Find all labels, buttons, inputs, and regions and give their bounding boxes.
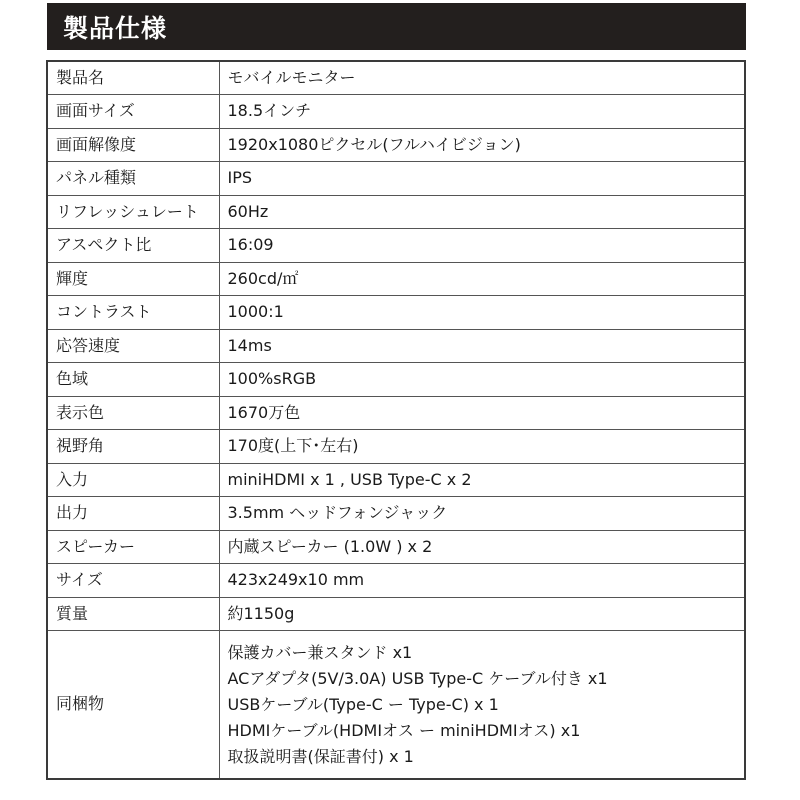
spec-label: 入力 bbox=[47, 463, 219, 497]
spec-table bbox=[46, 60, 746, 780]
bundled-items bbox=[228, 637, 745, 772]
spec-value: モバイルモニター bbox=[219, 61, 745, 95]
spec-value: 100%sRGB bbox=[219, 363, 745, 397]
spec-value-list bbox=[219, 631, 745, 779]
spec-label: 画面サイズ bbox=[47, 95, 219, 129]
spec-value: 1670万色 bbox=[219, 396, 745, 430]
table-row bbox=[47, 162, 745, 196]
spec-value: 約1150g bbox=[219, 597, 745, 631]
section-header bbox=[47, 3, 746, 50]
spec-value: miniHDMI x 1 , USB Type-C x 2 bbox=[219, 463, 745, 497]
spec-value: 260cd/㎡ bbox=[219, 262, 745, 296]
spec-label: 製品名 bbox=[47, 61, 219, 95]
spec-label: 質量 bbox=[47, 597, 219, 631]
table-row bbox=[47, 296, 745, 330]
spec-value: 60Hz bbox=[219, 195, 745, 229]
spec-label: 視野角 bbox=[47, 430, 219, 464]
table-row bbox=[47, 597, 745, 631]
table-row-bundled bbox=[47, 631, 745, 779]
table-row bbox=[47, 564, 745, 598]
spec-label: アスペクト比 bbox=[47, 229, 219, 263]
bundled-item: 保護カバー兼スタンド x1 bbox=[227, 642, 413, 662]
table-row bbox=[47, 430, 745, 464]
bundled-item: USBケーブル(Type-C ー Type-C) x 1 bbox=[227, 694, 499, 714]
spec-value: 14ms bbox=[219, 329, 745, 363]
table-row bbox=[47, 329, 745, 363]
spec-label: 応答速度 bbox=[47, 329, 219, 363]
table-row bbox=[47, 396, 745, 430]
spec-label: 色域 bbox=[47, 363, 219, 397]
spec-label: 同梱物 bbox=[47, 631, 219, 779]
table-row bbox=[47, 229, 745, 263]
spec-value: 16:09 bbox=[219, 229, 745, 263]
spec-label: 表示色 bbox=[47, 396, 219, 430]
table-row bbox=[47, 95, 745, 129]
spec-label: 出力 bbox=[47, 497, 219, 531]
table-row bbox=[47, 363, 745, 397]
table-row bbox=[47, 61, 745, 95]
spec-label: リフレッシュレート bbox=[47, 195, 219, 229]
spec-label: コントラスト bbox=[47, 296, 219, 330]
spec-value: 18.5インチ bbox=[219, 95, 745, 129]
bundled-item: 取扱説明書(保証書付) x 1 bbox=[227, 746, 414, 766]
spec-value: 1000:1 bbox=[219, 296, 745, 330]
spec-label: パネル種類 bbox=[47, 162, 219, 196]
spec-table-body bbox=[47, 61, 745, 779]
spec-value: 423x249x10 mm bbox=[219, 564, 745, 598]
page-title: 製品仕様 bbox=[63, 13, 168, 43]
spec-label: 画面解像度 bbox=[47, 128, 219, 162]
bundled-item: HDMIケーブル(HDMIオス ー miniHDMIオス) x1 bbox=[227, 720, 581, 740]
spec-label: 輝度 bbox=[47, 262, 219, 296]
bundled-item: ACアダプタ(5V/3.0A) USB Type-C ケーブル付き x1 bbox=[227, 668, 608, 688]
table-row bbox=[47, 530, 745, 564]
spec-label: サイズ bbox=[47, 564, 219, 598]
table-row bbox=[47, 128, 745, 162]
spec-label: スピーカー bbox=[47, 530, 219, 564]
table-row bbox=[47, 463, 745, 497]
table-row bbox=[47, 497, 745, 531]
spec-value: 内蔵スピーカー (1.0W ) x 2 bbox=[219, 530, 745, 564]
spec-value: 1920x1080ピクセル(フルハイビジョン) bbox=[219, 128, 745, 162]
spec-value: 3.5mm ヘッドフォンジャック bbox=[219, 497, 745, 531]
table-row bbox=[47, 262, 745, 296]
table-row bbox=[47, 195, 745, 229]
spec-value: 170度(上下･左右) bbox=[219, 430, 745, 464]
spec-value: IPS bbox=[219, 162, 745, 196]
